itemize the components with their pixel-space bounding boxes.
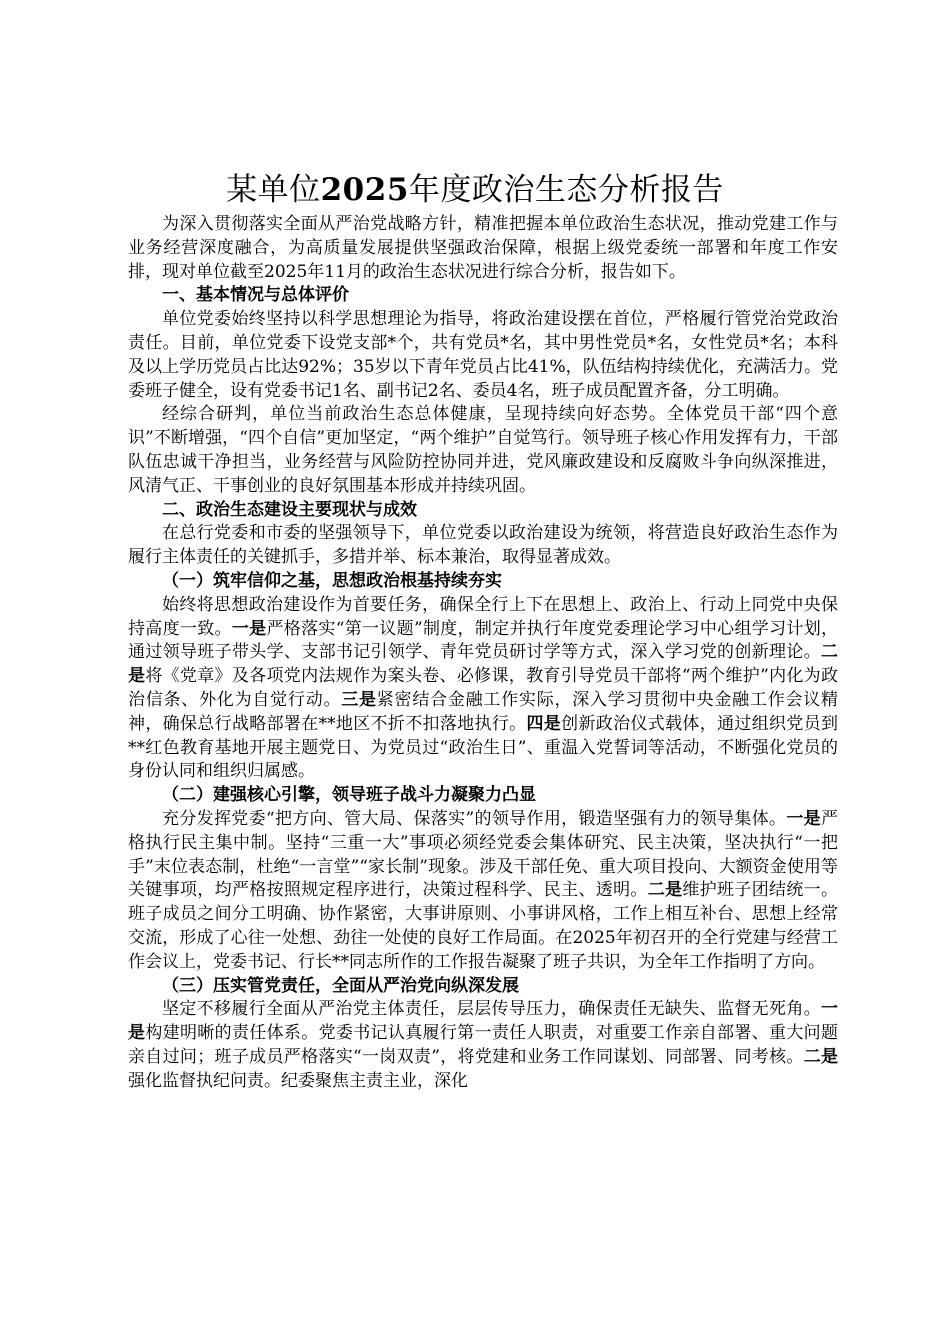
section-2-heading: 二、政治生态建设主要现状与成效 (162, 499, 417, 520)
page-title (60, 170, 890, 210)
subsection-1-paragraph (128, 594, 838, 784)
section-1-heading: 一、基本情况与总体评价 (162, 285, 349, 306)
point-marker: 二是 (647, 880, 683, 901)
document-body (128, 213, 838, 1093)
point-text: 将《党章》及各项党内法规作为案头卷、必修课，教育引导党员干部将“两个维护”内化为政治信条、外化为自觉行动。 (128, 666, 838, 710)
point-text: 维护班子团结统一。班子成员之间分工明确、协作紧密，大事讲原则、小事讲风格，工作上相互补台、思想上经常交流，形成了心往一处想、劲往一处使的良好工作局面。在2025年初召开的全行党建与经营工作会议上，党委书记、行长**同志所作的工作报告凝聚了班子共识，为全年工作指明了方向。 (128, 880, 839, 972)
title-year: 2025 (320, 172, 409, 208)
point-text: 构建明晰的责任体系。党委书记认真履行第一责任人职责，对重要工作亲自部署、重大问题亲自过问；班子成员严格落实“一岗双责”，将党建和业务工作同谋划、同部署、同考核。 (128, 1023, 839, 1067)
point-marker: 二是 (803, 1046, 838, 1067)
subsection-3-heading: （三）压实管党责任，全面从严治党向纵深发展 (162, 975, 519, 996)
point-text: 严格落实“第一议题”制度，制定并执行年度党委理论学习中心组学习计划，通过领导班子带头学、支部书记引领学、青年党员研讨学等方式，深入学习党的创新理论。 (128, 618, 839, 663)
intro-paragraph: 为深入贯彻落实全面从严治党战略方针，精准把握本单位政治生态状况，推动党建工作与业务经营深度融合，为高质量发展提供坚强政治保障，根据上级党委统一部署和年度工作安排，现对单位截至2025年11月的政治生态状况进行综合分析，报告如下。 (128, 214, 838, 282)
point-text: 严格执行民主集中制。坚持“三重一大”事项必须经党委会集体研究、民主决策，坚决执行“一把手”末位表态制，杜绝“一言堂”“家长制”现象。涉及干部任免、重大项目投向、大额资金使用等关键事项，均严格按照规定程序进行，决策过程科学、民主、透明。 (128, 808, 838, 901)
subsection-2-heading: （二）建强核心引擎，领导班子战斗力凝聚力凸显 (162, 785, 536, 806)
point-marker: 一是 (128, 999, 838, 1044)
subsection-2-paragraph (128, 808, 838, 975)
title-suffix: 年度政治生态分析报告 (408, 172, 724, 208)
section-1-paragraph-1: 单位党委始终坚持以科学思想理论为指导，将政治建设摆在首位，严格履行管党治党政治责任。目前，单位党委下设党支部*个，共有党员*名，其中男性党员*名，女性党员*名；本科及以上学历党员占比达92%；35岁以下青年党员占比41%，队伍结构持续优化，充满活力。党委班子健全，设有党委书记1名、副书记2名、委员4名，班子成员配置齐备，分工明确。 (128, 309, 838, 401)
point-marker: 一是 (786, 808, 821, 829)
subsection-1-heading: （一）筑牢信仰之基，思想政治根基持续夯实 (162, 570, 502, 591)
point-marker: 三是 (341, 689, 377, 710)
point-text: 强化监督执纪问责。纪委聚焦主责主业，深化 (128, 1070, 468, 1091)
point-text: 创新政治仪式载体，通过组织党员到**红色教育基地开展主题党日、为党员过“政治生日”、重温入党誓词等活动，不断强化党员的身份认同和组织归属感。 (128, 713, 839, 782)
point-marker: 二是 (128, 642, 838, 687)
point-marker: 一是 (231, 618, 267, 639)
section-1-paragraph-2: 经综合研判，单位当前政治生态总体健康，呈现持续向好态势。全体党员干部“四个意识”不断增强，“四个自信”更加坚定，“两个维护”自觉笃行。领导班子核心作用发挥有力，干部队伍忠诚干净担当，业务经营与风险防控协同并进，党风廉政建设和反腐败斗争向纵深推进，风清气正、干事创业的良好氛围基本形成并持续巩固。 (128, 404, 838, 496)
title-prefix: 某单位 (226, 172, 321, 208)
section-2-intro: 在总行党委和市委的坚强领导下，单位党委以政治建设为统领，将营造良好政治生态作为履行主体责任的关键抓手，多措并举、标本兼治，取得显著成效。 (128, 523, 838, 568)
subsection-3-paragraph (128, 998, 838, 1093)
subsection-2-lead: 充分发挥党委“把方向、管大局、保落实”的领导作用，锻造坚强有力的领导集体。 (162, 808, 787, 829)
subsection-3-lead: 坚定不移履行全面从严治党主体责任，层层传导压力，确保责任无缺失、监督无死角。 (162, 999, 821, 1020)
point-marker: 四是 (526, 713, 562, 734)
subsection-1-lead: 始终将思想政治建设作为首要任务，确保全行上下在思想上、政治上、行动上同党中央保持高度一致。 (128, 594, 838, 639)
point-text: 紧密结合金融工作实际，深入学习贯彻中央金融工作会议精神，确保总行战略部署在**地区不折不扣落地执行。 (128, 689, 839, 734)
